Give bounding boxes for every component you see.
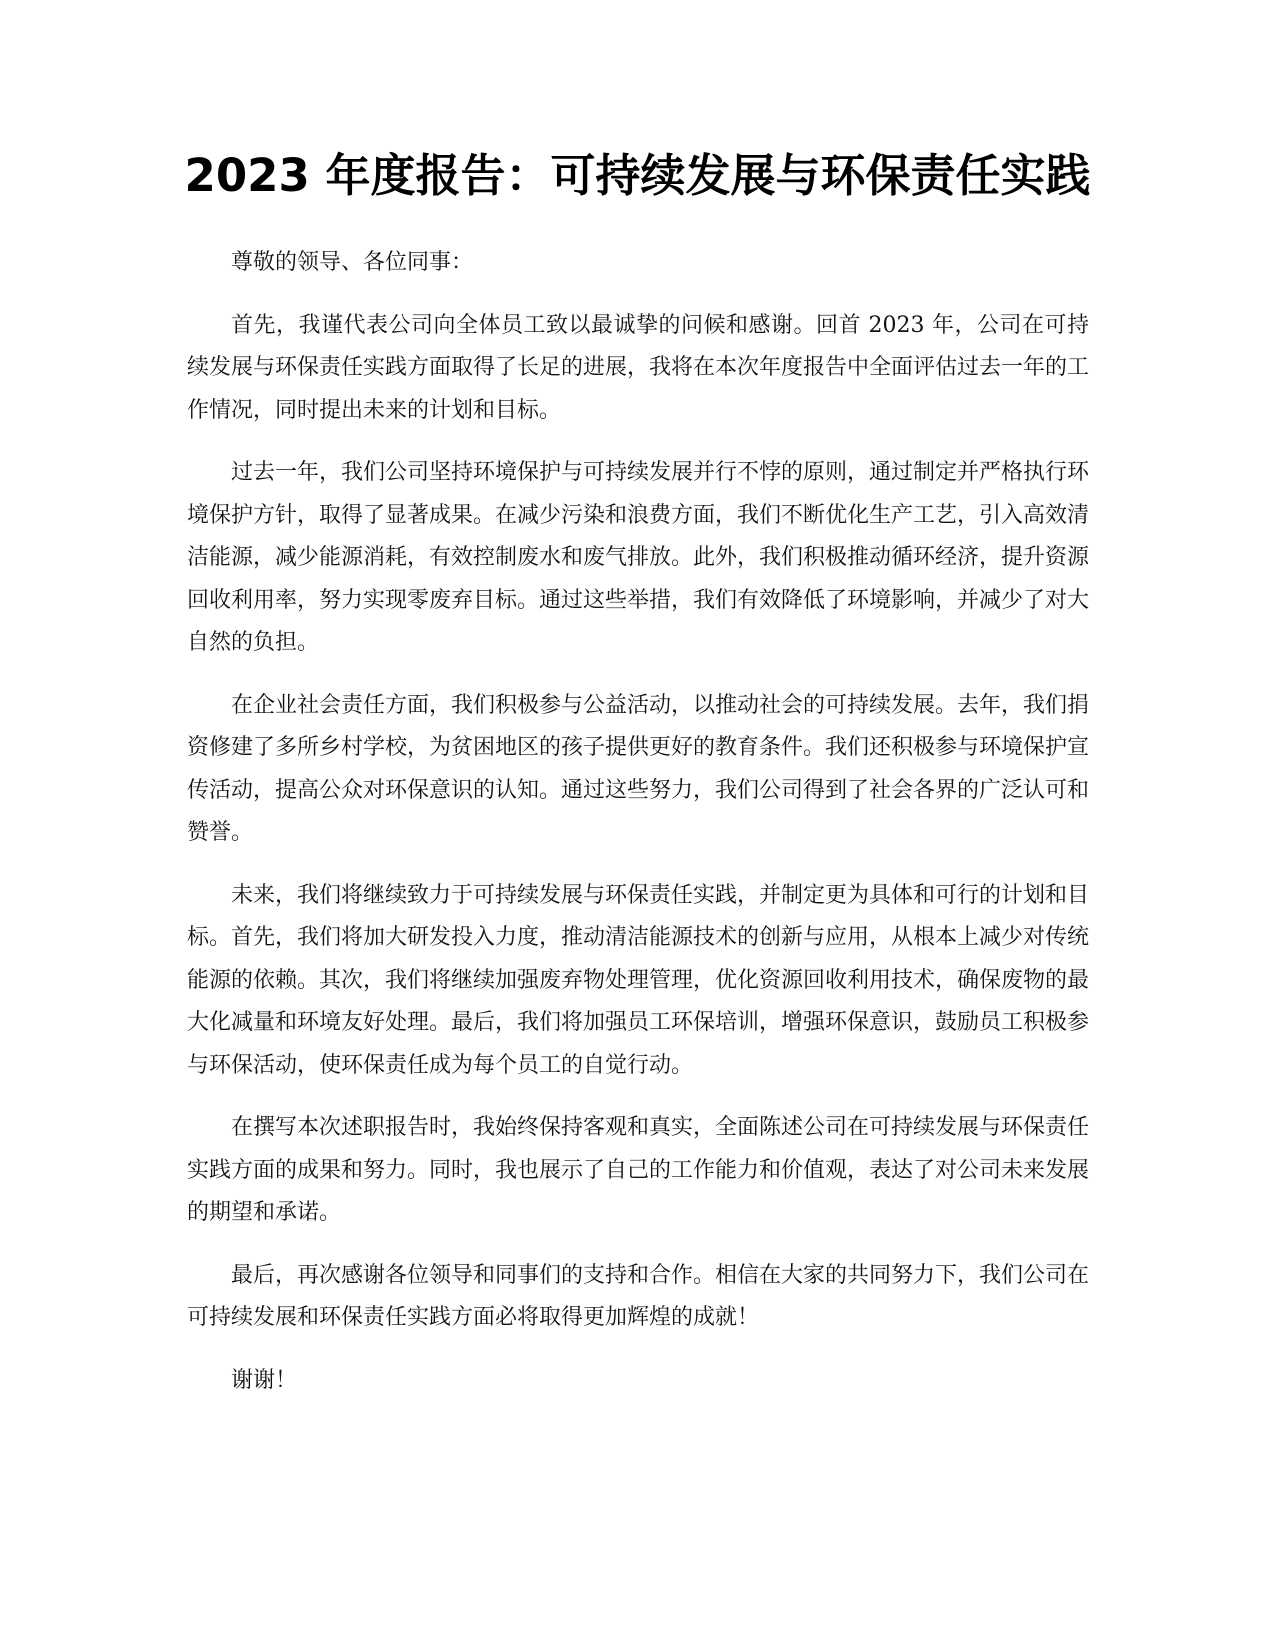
thanks-paragraph: 谢谢！ <box>231 1367 298 1393</box>
page-title: 2023 年度报告：可持续发展与环保责任实践 <box>184 149 1091 202</box>
environment-paragraph: 过去一年，我们公司坚持环境保护与可持续发展并行不悖的原则，通过制定并严格执行环境保护方针，取得了显著成果。在减少污染和浪费方面，我们不断优化生产工艺，引入高效清洁能源，减少能源消耗，有效控制废水和废气排放。此外，我们积极推动循环经济，提升资源回收利用率，努力实现零废弃目标。通过这些举措，我们有效降低了环境影响，并减少了对大自然的负担。 <box>187 460 1090 655</box>
reflection-paragraph: 在撰写本次述职报告时，我始终保持客观和真实，全面陈述公司在可持续发展与环保责任实践方面的成果和努力。同时，我也展示了自己的工作能力和价值观，表达了对公司未来发展的期望和承诺。 <box>187 1115 1090 1225</box>
future-plans-paragraph: 未来，我们将继续致力于可持续发展与环保责任实践，并制定更为具体和可行的计划和目标。首先，我们将加大研发投入力度，推动清洁能源技术的创新与应用，从根本上减少对传统能源的依赖。其次，我们将继续加强废弃物处理管理，优化资源回收利用技术，确保废物的最大化减量和环境友好处理。最后，我们将加强员工环保培训，增强环保意识，鼓励员工积极参与环保活动，使环保责任成为每个员工的自觉行动。 <box>187 882 1090 1078</box>
closing-paragraph: 最后，再次感谢各位领导和同事们的支持和合作。相信在大家的共同努力下，我们公司在可持续发展和环保责任实践方面必将取得更加辉煌的成就！ <box>187 1262 1090 1330</box>
intro-paragraph: 首先，我谨代表公司向全体员工致以最诚挚的问候和感谢。回首 2023 年，公司在可持续发展与环保责任实践方面取得了长足的进展，我将在本次年度报告中全面评估过去一年的工作情况，同时提出未来的计划和目标。 <box>187 312 1090 423</box>
document-body <box>187 242 1089 1422</box>
csr-paragraph: 在企业社会责任方面，我们积极参与公益活动，以推动社会的可持续发展。去年，我们捐资修建了多所乡村学校，为贫困地区的孩子提供更好的教育条件。我们还积极参与环境保护宣传活动，提高公众对环保意识的认知。通过这些努力，我们公司得到了社会各界的广泛认可和赞誉。 <box>187 692 1090 845</box>
greeting-paragraph: 尊敬的领导、各位同事： <box>231 250 474 275</box>
